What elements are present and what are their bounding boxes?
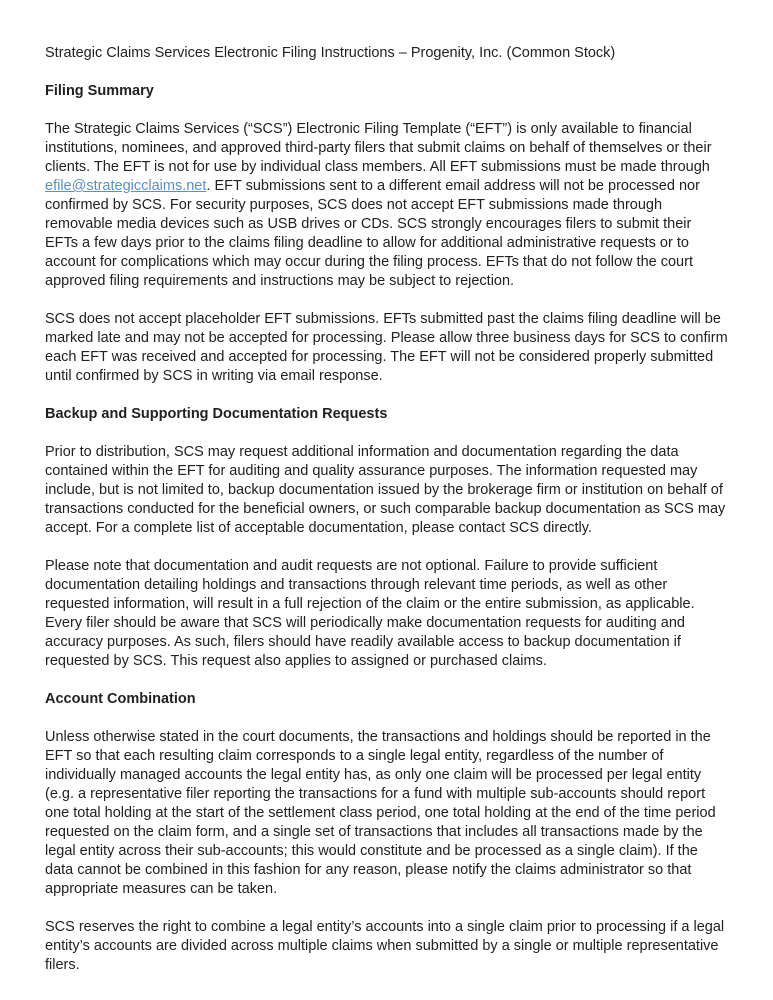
paragraph-text-before-link: The Strategic Claims Services (“SCS”) Electronic Filing Template (“EFT”) is only available to financial institutions, nominees, and approved third-party filers that submit claims on behalf of themselves or their clients. The EFT is not for use by individual class members. All EFT submissions must be made through bbox=[45, 121, 712, 175]
paragraph-text-after-link: . EFT submissions sent to a different email address will not be processed nor confirmed by SCS. For security purposes, SCS does not accept EFT submissions made through removable media devices such as USB drives or CDs. SCS strongly encourages filers to submit their EFTs a few days prior to the claims filing deadline to allow for additional administrative requests or to account for complications which may occur during the filing process. EFTs that do not follow the court approved filing requirements and instructions may be subject to rejection. bbox=[45, 178, 700, 289]
backup-documentation-paragraph-2: Please note that documentation and audit requests are not optional. Failure to provide sufficient documentation detailing holdings and transactions through relevant time periods, as well as other requested information, will result in a full rejection of the claim or the entire submission, as applicable. Every filer should be aware that SCS will periodically make documentation requests for auditing and accuracy purposes. As such, filers should have readily available access to backup documentation if requested by SCS. This request also applies to assigned or purchased claims. bbox=[45, 558, 695, 669]
document-title: Strategic Claims Services Electronic Filing Instructions – Progenity, Inc. (Common Stock) bbox=[45, 45, 616, 61]
backup-documentation-paragraph-1: Prior to distribution, SCS may request additional information and documentation regarding the data contained within the EFT for auditing and quality assurance purposes. The information requested may include, but is not limited to, backup documentation issued by the brokerage firm or institution on behalf of transactions conducted for the beneficial owners, or such comparable backup documentation as SCS may accept. For a complete list of acceptable documentation, please contact SCS directly. bbox=[45, 444, 726, 536]
heading-backup-documentation: Backup and Supporting Documentation Requests bbox=[45, 406, 388, 422]
heading-account-combination: Account Combination bbox=[45, 691, 196, 707]
filing-summary-paragraph-2: SCS does not accept placeholder EFT submissions. EFTs submitted past the claims filing deadline will be marked late and may not be accepted for processing. Please allow three business days for SCS to confirm each EFT was received and accepted for processing. The EFT will not be considered properly submitted until confirmed by SCS in writing via email response. bbox=[45, 311, 728, 384]
account-combination-paragraph-1: Unless otherwise stated in the court documents, the transactions and holdings should be reported in the EFT so that each resulting claim corresponds to a single legal entity, regardless of the number of individually managed accounts the legal entity has, as only one claim will be processed per legal entity (e.g. a representative filer reporting the transactions for a fund with multiple sub-accounts should report one total holding at the start of the settlement class period, one total holding at the end of the time period requested on the claim form, and a single set of transactions that includes all transactions made by the legal entity across their sub-accounts; this would constitute and be processed as a single claim). If the data cannot be combined in this fashion for any reason, please notify the claims administrator so that appropriate measures can be taken. bbox=[45, 729, 716, 897]
filing-summary-paragraph-1 bbox=[45, 120, 728, 291]
efile-email-link[interactable]: efile@strategicclaims.net bbox=[45, 178, 207, 194]
account-combination-paragraph-2: SCS reserves the right to combine a legal entity’s accounts into a single claim prior to processing if a legal entity’s accounts are divided across multiple claims when submitted by a single or multiple representative filers. bbox=[45, 919, 725, 973]
heading-filing-summary: Filing Summary bbox=[45, 83, 154, 99]
